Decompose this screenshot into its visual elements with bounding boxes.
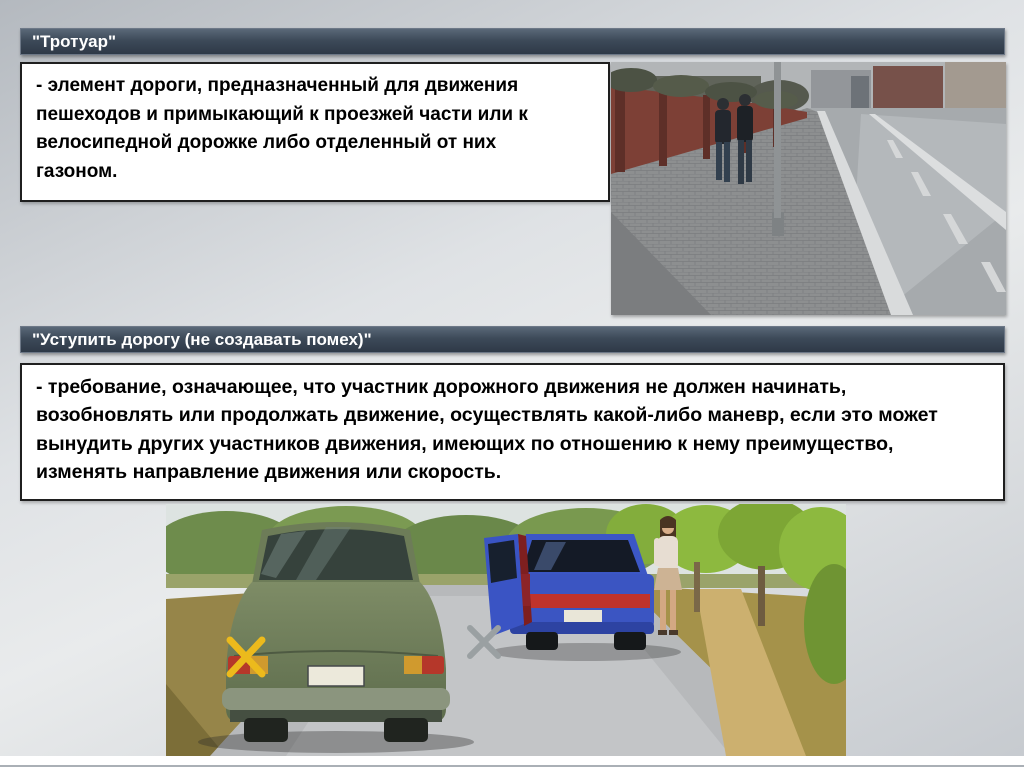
bottom-strip <box>0 756 1024 767</box>
section-header-trotuar <box>20 28 1005 55</box>
blue-car-plate <box>564 610 602 624</box>
open-door <box>484 534 532 636</box>
definition-text-ustupit-dorogu: - требование, означающее, что участник дорожного движения не должен начинать, возобновлять или продолжать движение, осуществлять какой-либо маневр, если это может вынудить других участников движения, имеющих по отношению к нему преимущество, изменять направление движения или скорость. <box>36 376 938 483</box>
definition-box-trotuar <box>20 62 610 202</box>
yield-illustration-graphic <box>166 504 846 756</box>
section-title-trotuar: "Тротуар" <box>32 32 117 51</box>
section-title-ustupit-dorogu: "Уступить дорогу (не создавать помех)" <box>32 330 372 349</box>
sidewalk-photo <box>611 62 1006 315</box>
definition-box-ustupit-dorogu <box>20 363 1005 501</box>
section-header-ustupit-dorogu <box>20 326 1005 353</box>
yield-illustration <box>166 504 846 756</box>
definition-text-trotuar: - элемент дороги, предназначенный для движения пешеходов и примыкающий к проезжей части или к велосипедной дорожке либо отделенный от них газоном. <box>36 75 528 182</box>
sidewalk-photo-graphic <box>611 62 1006 315</box>
license-plate <box>308 666 364 686</box>
